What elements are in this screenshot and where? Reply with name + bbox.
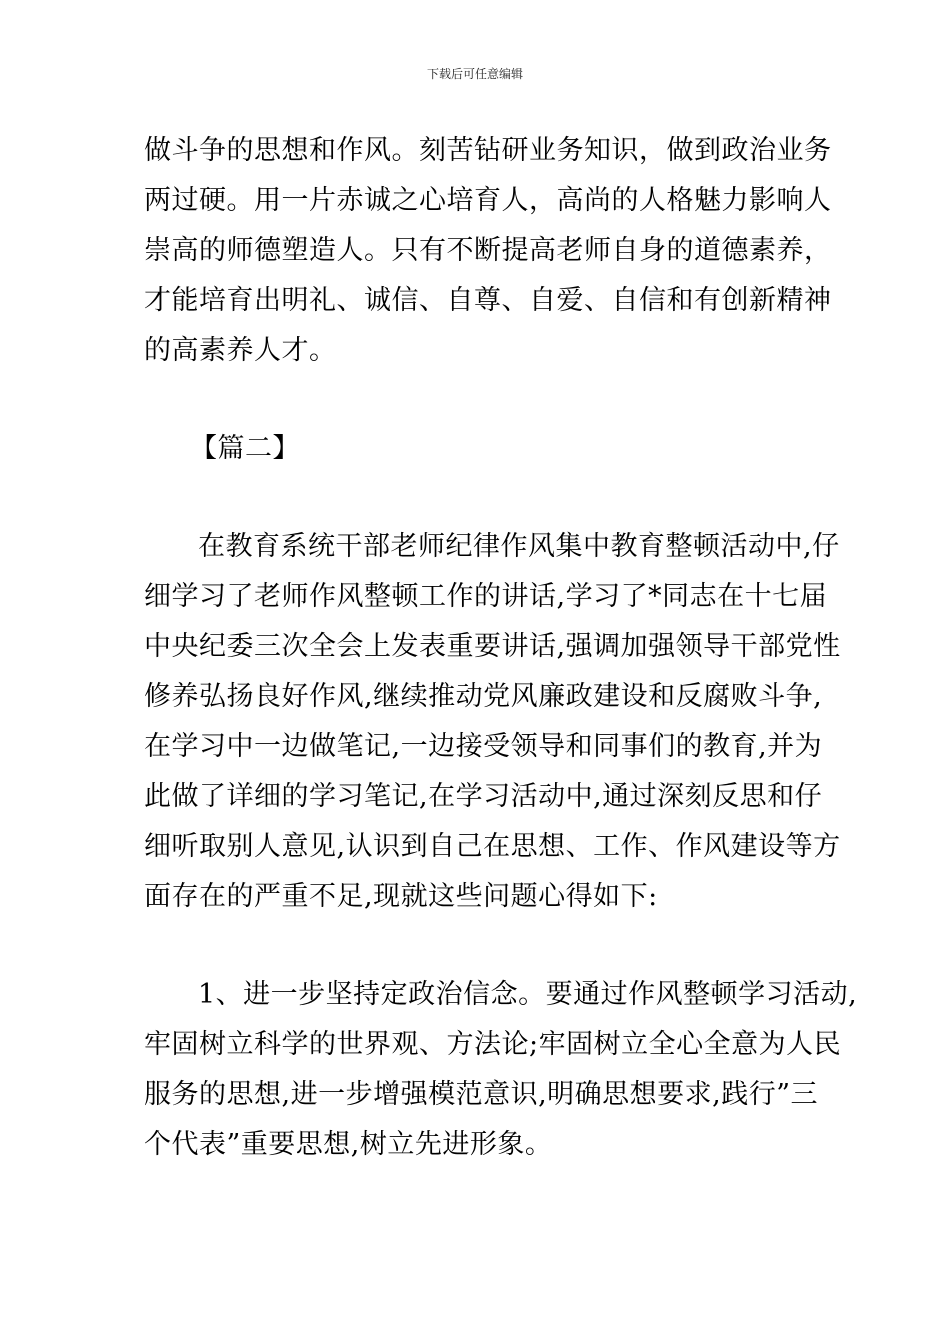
text-line: 个代表”重要思想,树立先进形象。 — [144, 1129, 553, 1160]
text-line: 才能培育出明礼、诚信、自尊、自爱、自信和有创新精神 — [144, 285, 832, 316]
paragraph-1 — [144, 522, 841, 922]
text-line: 做斗争的思想和作风。刻苦钻研业务知识，做到政治业务 — [144, 135, 832, 166]
text-line: 两过硬。用一片赤诚之心培育人，高尚的人格魅力影响人 — [144, 185, 832, 216]
page-header: 下载后可任意编辑 — [426, 67, 523, 81]
text-line: 的高素养人才。 — [144, 335, 337, 366]
text-line: 细听取别人意见,认识到自己在思想、工作、作风建设等方 — [144, 831, 841, 862]
text-line: 1、进一步坚持定政治信念。要通过作风整顿学习活动, — [198, 979, 858, 1010]
text-line: 牢固树立科学的世界观、方法论;牢固树立全心全意为人民 — [144, 1029, 842, 1060]
text-line: 在教育系统干部老师纪律作风集中教育整顿活动中,仔 — [198, 531, 840, 562]
continued-paragraph — [144, 126, 832, 376]
text-line: 面存在的严重不足,现就这些问题心得如下: — [144, 881, 658, 912]
text-line: 崇高的师德塑造人。只有不断提高老师自身的道德素养， — [144, 235, 832, 266]
text-line: 细学习了老师作风整顿工作的讲话,学习了*同志在十七届 — [144, 581, 828, 612]
text-line: 中央纪委三次全会上发表重要讲话,强调加强领导干部党性 — [144, 631, 841, 662]
section-title: 【篇二】 — [190, 433, 300, 464]
text-line: 服务的思想,进一步增强模范意识,明确思想要求,践行”三 — [144, 1079, 819, 1110]
section-heading-block — [144, 424, 814, 474]
text-line: 此做了详细的学习笔记,在学习活动中,通过深刻反思和仔 — [144, 781, 823, 812]
text-line: 修养弘扬良好作风,继续推动党风廉政建设和反腐败斗争, — [144, 681, 823, 712]
text-line: 在学习中一边做笔记,一边接受领导和同事们的教育,并为 — [144, 731, 823, 762]
paragraph-2 — [144, 970, 858, 1170]
